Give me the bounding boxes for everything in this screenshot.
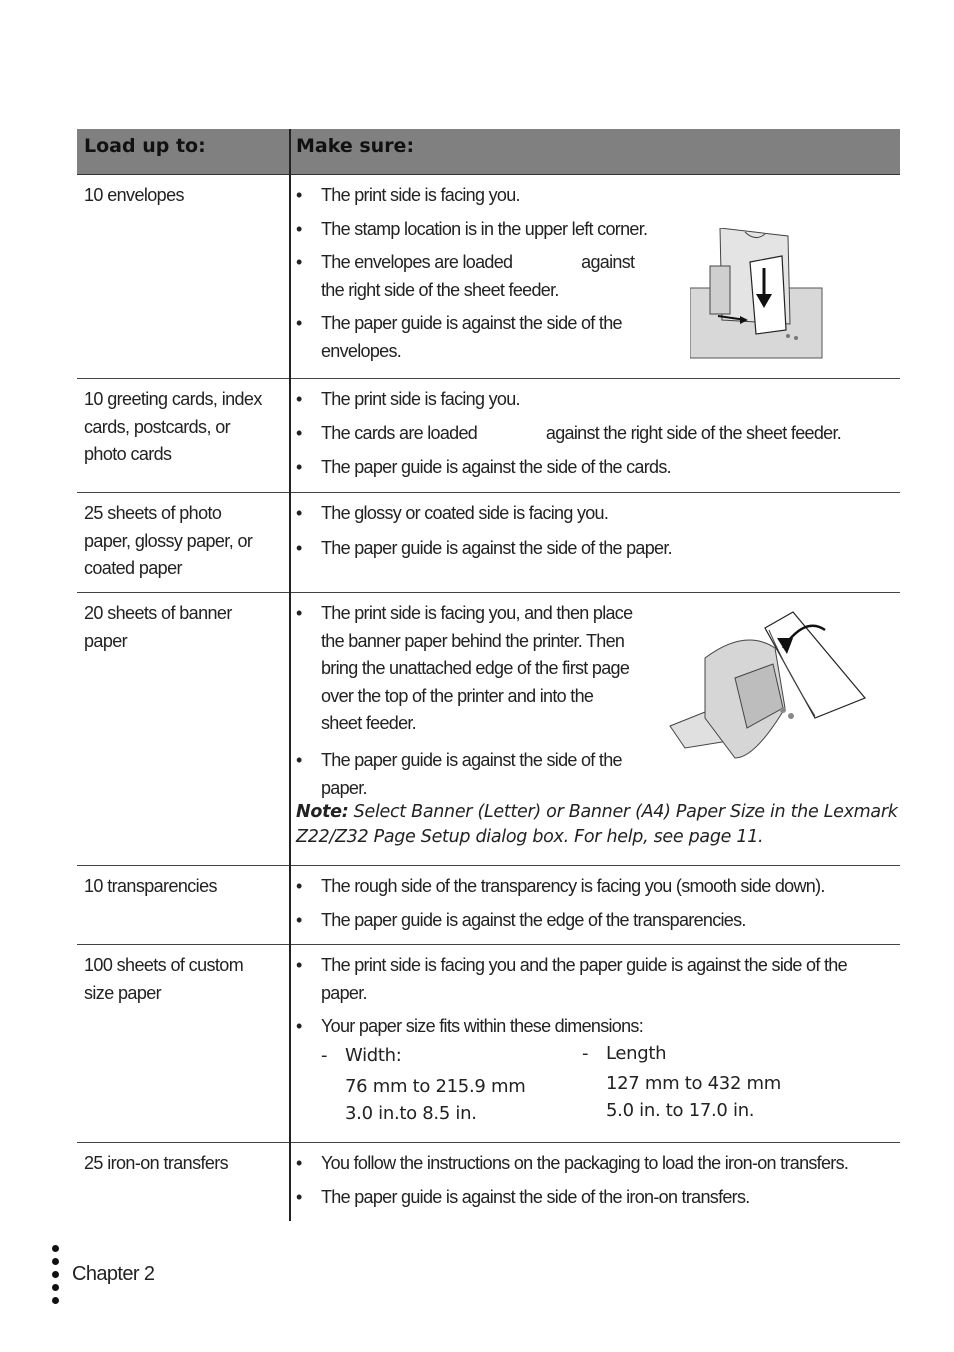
load-quantity-line: 20 sheets of banner [84, 603, 232, 623]
bullet-text-line: The paper guide is against the side of the iron-on transfers. [321, 1187, 750, 1207]
bullet-text-line: The paper guide is against the edge of the transparencies. [321, 910, 746, 930]
load-quantity-line: coated paper [84, 558, 182, 578]
load-quantity-cell [84, 873, 279, 901]
bullet-text [321, 600, 632, 738]
bullet-text-line: The paper guide is against the side of the paper. [321, 538, 672, 558]
load-quantity-line: size paper [84, 982, 162, 1003]
footer-dot [52, 1245, 59, 1252]
bullet-marker: • [296, 389, 302, 409]
note-label: Note: [296, 802, 349, 822]
bullet-text [321, 907, 746, 935]
load-quantity-line: 10 transparencies [84, 876, 217, 896]
bullet-text-line: The paper guide is against the side of the cards. [321, 457, 671, 477]
footer-dot [52, 1258, 59, 1265]
width-mm: 76 mm to 215.9 mm [345, 1076, 526, 1097]
width-in: 3.0 in.to 8.5 in. [345, 1103, 477, 1124]
load-quantity-cell [84, 1150, 279, 1178]
load-quantity-cell [84, 386, 279, 469]
bullet-text [321, 500, 608, 528]
bullet-marker: • [296, 457, 302, 477]
bullet-text-line: paper. [321, 777, 367, 798]
footer-dot [52, 1297, 59, 1304]
header-make-sure: Make sure: [296, 135, 415, 157]
bullet-marker: • [296, 219, 302, 239]
bullet-text-line: envelopes. [321, 340, 402, 361]
width-dash: - [321, 1045, 328, 1066]
bullet-text [321, 1150, 848, 1178]
bullet-text-line: The envelopes are loaded against [321, 252, 635, 272]
bullet-marker: • [296, 538, 302, 558]
load-quantity-line: 100 sheets of custom [84, 955, 244, 975]
bullet-text-line: The stamp location is in the upper left corner. [321, 219, 648, 239]
chapter-label: Chapter 2 [72, 1263, 155, 1285]
load-quantity-line: 25 sheets of photo [84, 503, 222, 523]
bullet-text-line: The print side is facing you. [321, 389, 520, 409]
paper-loading-table [77, 129, 900, 1207]
table-row [77, 492, 900, 593]
bullet-text [321, 1013, 643, 1041]
bullet-text-line: Your paper size fits within these dimensions: [321, 1016, 644, 1036]
bullet-text-line: the banner paper behind the printer. Then [321, 630, 625, 651]
bullet-text-line: The paper guide is against the side of the [321, 313, 622, 333]
bullet-text [321, 216, 647, 244]
bullet-text-line: sheet feeder. [321, 713, 416, 733]
table-header [77, 129, 900, 175]
note-text [296, 800, 898, 850]
table-row [77, 944, 900, 1143]
load-quantity-cell [84, 600, 279, 655]
table-row [77, 1142, 900, 1222]
load-quantity-cell [84, 952, 279, 1007]
footer-dot [52, 1284, 59, 1291]
bullet-text [321, 873, 825, 901]
note-line-text: Select Banner (Letter) or Banner (A4) Paper Size in the Lexmark [348, 802, 898, 822]
load-quantity-line: cards, postcards, or [84, 416, 231, 437]
bullet-text [321, 1184, 750, 1212]
bullet-text-line: The glossy or coated side is facing you. [321, 503, 609, 523]
banner-loading-illustration [665, 608, 870, 770]
bullet-text [321, 386, 520, 414]
load-quantity-line: 10 envelopes [84, 185, 184, 205]
load-quantity-cell [84, 182, 279, 210]
footer-dot [52, 1271, 59, 1278]
bullet-text [321, 535, 672, 563]
bullet-text [321, 182, 520, 210]
bullet-marker: • [296, 876, 302, 896]
bullet-marker: • [296, 1187, 302, 1207]
bullet-text-line: The cards are loaded against the right side of the sheet feeder. [321, 423, 842, 443]
load-quantity-line: paper [84, 630, 128, 651]
table-row [77, 378, 900, 493]
bullet-text [321, 420, 841, 448]
bullet-text-line: The paper guide is against the side of the [321, 750, 622, 770]
bullet-marker: • [296, 1153, 302, 1173]
length-mm: 127 mm to 432 mm [606, 1073, 782, 1094]
length-dash: - [582, 1043, 589, 1064]
load-quantity-line: photo cards [84, 444, 172, 464]
header-load-up-to: Load up to: [84, 135, 206, 157]
bullet-marker: • [296, 955, 302, 975]
load-quantity-line: 25 iron-on transfers [84, 1153, 229, 1173]
bullet-marker: • [296, 603, 302, 623]
bullet-text-line: You follow the instructions on the packaging to load the iron-on transfers. [321, 1153, 849, 1173]
note-line [296, 800, 898, 825]
bullet-marker: • [296, 185, 302, 205]
width-label: Width: [345, 1045, 402, 1066]
bullet-text [321, 952, 847, 1007]
table-row [77, 865, 900, 945]
bullet-text-line: over the top of the printer and into the [321, 685, 594, 706]
bullet-text [321, 747, 622, 802]
bullet-marker: • [296, 750, 302, 770]
bullet-text-line: paper. [321, 982, 367, 1003]
bullet-text-line: The print side is facing you and the paper guide is against the side of the [321, 955, 847, 975]
note-line [296, 825, 898, 850]
bullet-marker: • [296, 313, 302, 333]
bullet-text [321, 310, 622, 365]
bullet-text-line: The rough side of the transparency is facing you (smooth side down). [321, 876, 825, 896]
bullet-text-line: The print side is facing you, and then place [321, 603, 633, 623]
note-line-text: Z22/Z32 Page Setup dialog box. For help, see page 11. [296, 827, 764, 847]
length-label: Length [606, 1043, 667, 1064]
load-quantity-line: paper, glossy paper, or [84, 530, 253, 551]
bullet-text [321, 454, 671, 482]
bullet-marker: • [296, 252, 302, 272]
bullet-text-line: The print side is facing you. [321, 185, 520, 205]
load-quantity-line: 10 greeting cards, index [84, 389, 262, 409]
bullet-text-line: bring the unattached edge of the first page [321, 658, 630, 678]
envelope-loading-illustration [690, 228, 825, 360]
bullet-marker: • [296, 1016, 302, 1036]
bullet-marker: • [296, 503, 302, 523]
column-divider [289, 129, 291, 1221]
bullet-marker: • [296, 910, 302, 930]
bullet-marker: • [296, 423, 302, 443]
bullet-text [321, 249, 634, 304]
bullet-text-line: the right side of the sheet feeder. [321, 279, 559, 300]
load-quantity-cell [84, 500, 279, 583]
length-in: 5.0 in. to 17.0 in. [606, 1100, 755, 1121]
